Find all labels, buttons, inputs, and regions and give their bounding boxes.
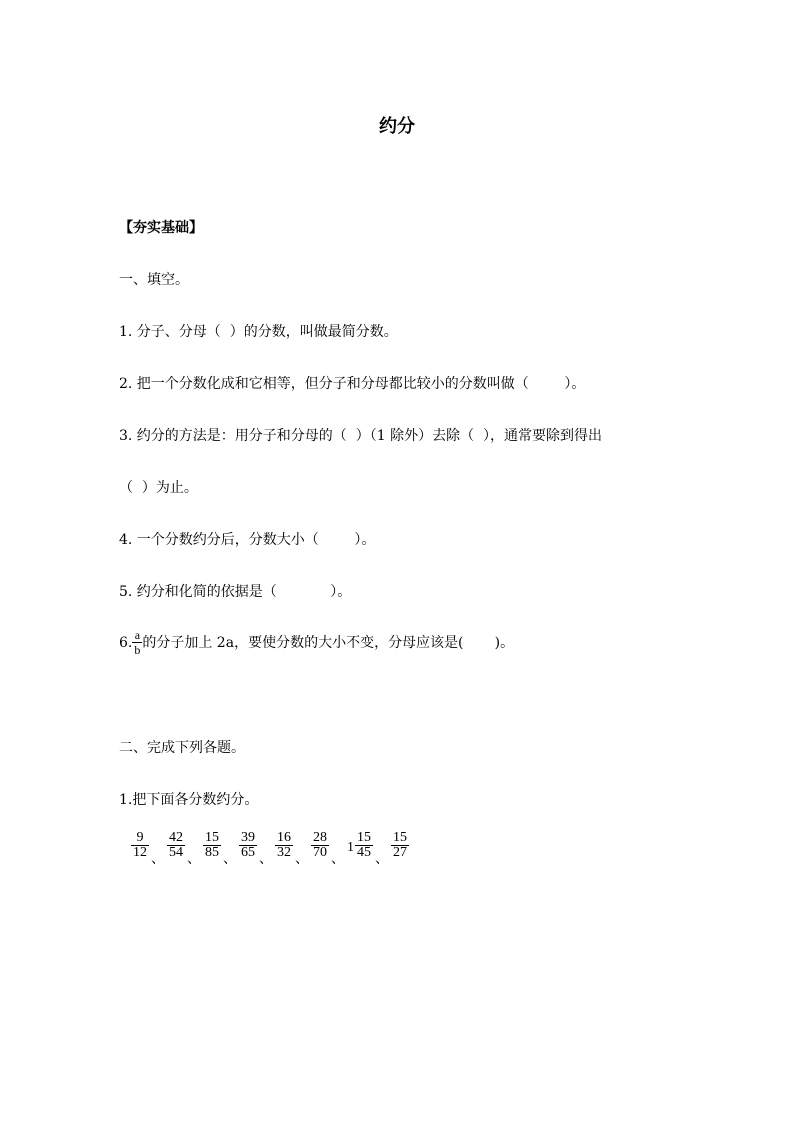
fraction-numerator: 42: [169, 830, 183, 845]
question-3-line-2: （ ）为止。: [119, 480, 198, 496]
section-header: 【夯实基础】: [119, 220, 203, 236]
mixed-number-whole: 1: [347, 839, 354, 855]
fraction-item: [275, 831, 293, 860]
fraction-item: [167, 831, 185, 860]
fraction-item: [239, 831, 257, 860]
fraction-numerator: 15: [393, 830, 407, 845]
fraction-denominator: 45: [357, 845, 371, 860]
separator: 、: [187, 850, 201, 867]
question-5: 5. 约分和化简的依据是（ ）。: [119, 584, 352, 600]
fraction-a-over-b: [132, 628, 142, 657]
question-6-prefix: 6.: [119, 634, 133, 651]
fraction-denominator: 85: [205, 845, 219, 860]
question-1: 1. 分子、分母（ ）的分数，叫做最简分数。: [119, 324, 398, 340]
separator: 、: [223, 850, 237, 867]
fraction-numerator: a: [134, 628, 141, 642]
separator: 、: [295, 850, 309, 867]
fraction-denominator: 27: [393, 845, 407, 860]
exercise-1: 1.把下面各分数约分。: [119, 792, 259, 808]
fraction-denominator: 54: [169, 845, 183, 860]
fraction-numerator: 9: [136, 830, 144, 845]
separator: 、: [151, 850, 165, 867]
fraction-denominator: 70: [313, 845, 327, 860]
fraction-numerator: 16: [277, 830, 291, 845]
question-2: 2. 把一个分数化成和它相等，但分子和分母都比较小的分数叫做（ ）。: [119, 376, 586, 392]
section-heading-fill-blank: 一、填空。: [119, 272, 189, 288]
fraction-denominator: 32: [277, 845, 291, 860]
question-3-line-1: 3. 约分的方法是：用分子和分母的（ ）（1 除外）去除（ ），通常要除到得出: [119, 428, 602, 444]
mixed-number-item: [347, 831, 373, 860]
separator: 、: [375, 850, 389, 867]
fraction-numerator: 28: [313, 830, 327, 845]
fraction-item: [203, 831, 221, 860]
fraction-numerator: 39: [241, 830, 255, 845]
question-6-text: 的分子加上 2a，要使分数的大小不变，分母应该是( )。: [142, 634, 515, 651]
fraction-numerator: 15: [357, 830, 371, 845]
separator: 、: [331, 850, 345, 867]
fraction-item: [311, 831, 329, 860]
page-title: 约分: [379, 116, 415, 137]
question-4: 4. 一个分数约分后，分数大小（ ）。: [119, 532, 376, 548]
question-6: [119, 628, 514, 657]
separator: 、: [259, 850, 273, 867]
fraction-item: [391, 831, 409, 860]
fraction-item: [131, 831, 149, 860]
fraction-numerator: 15: [205, 830, 219, 845]
fraction-denominator: 65: [241, 845, 255, 860]
fraction-denominator: 12: [133, 845, 147, 860]
fraction-list: [131, 830, 409, 867]
fraction-denominator: b: [134, 643, 141, 657]
section-heading-exercises: 二、完成下列各题。: [119, 740, 245, 756]
